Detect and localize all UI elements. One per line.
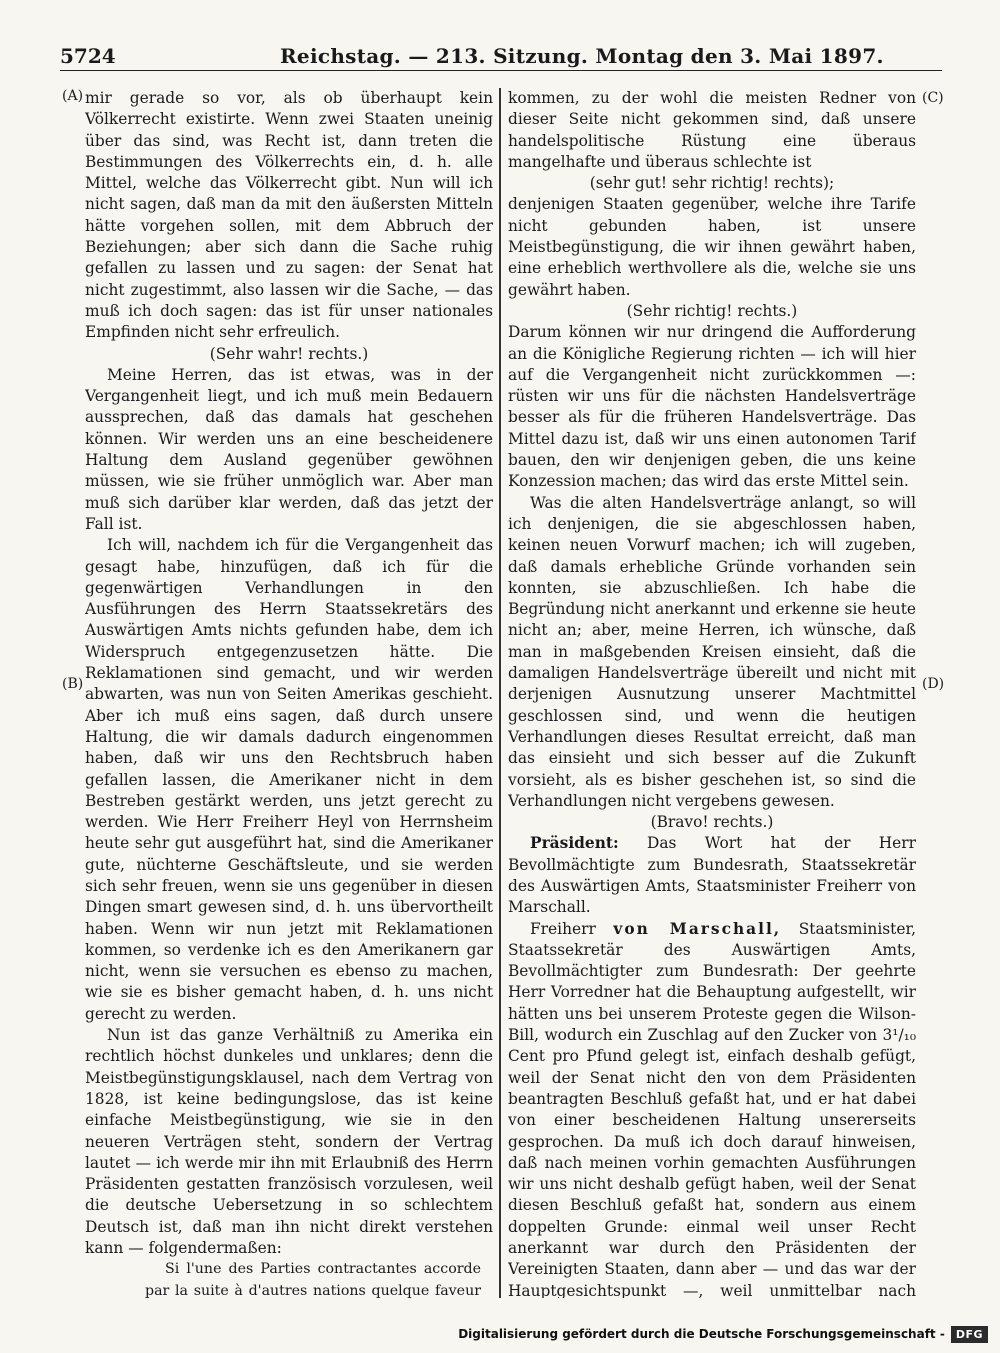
footer-credit-text: Digitalisierung gefördert durch die Deutsche Forschungsgemeinschaft - (458, 1327, 945, 1341)
page-header (60, 42, 942, 71)
paragraph-text: Ich will, nachdem ich für die Vergangenheit das gesagt habe, hinzufügen, daß ich für die gegenwärtigen Verhandlungen in den Ausführungen des Herrn Staatssekretärs des Auswärtigen Amts nichts gefunden habe, dem ich Widerspruch entgegenzusetzen hätte. Die Reklamationen sind gemacht, und wir werden abwarten, was nun von Seiten Amerikas geschieht. Aber ich muß eins sagen, daß durch unsere Haltung, die wir damals dadurch eingenommen haben, daß wir uns den Rechtsbruch haben gefallen lassen, die Amerikaner nicht in dem Bestreben gestärkt werden, uns jetzt gerecht zu werden. Wie Herr Freiherr Heyl von Herrnsheim heute sehr gut ausgeführt hat, sind die Amerikaner gute, nüchterne Geschäftsleute, und sie werden sich sehr freuen, wenn sie uns gegenüber in diesen Dingen smart gewesen sind, d. h. uns übervortheilt haben. Wenn wir nun jetzt mit Reklamationen kommen, so verdenke ich es den Amerikanern gar nicht, wenn sie versuchen es ebenso zu machen, wie sie es bisher gemacht haben, d. h. uns nicht gerecht zu werden. (85, 536, 493, 1023)
paragraph-text: Nun ist das ganze Verhältniß zu Amerika ein rechtlich höchst dunkeles und unklares; denn die Meistbegünstigungsklausel, nach dem Vertrag von 1828, ist keine bedingungslose, das ist keine einfache Meistbegünstigung, wie sie in den neueren Verträgen steht, sondern der Vertrag lautet — ich werde mir ihn mit Erlaubniß des Herrn Präsidenten gestatten französisch vorzulesen, weil die deutsche Uebersetzung in so schlechtem Deutsch ist, daß man ihn nicht direkt verstehen kann — folgendermaßen: (85, 1026, 493, 1258)
paragraph (508, 493, 916, 812)
digitization-footer (458, 1323, 988, 1345)
paragraph (508, 833, 916, 918)
paragraph-text: Staatsminister, Staatssekretär des Auswärtigen Amts, Bevollmächtigter zum Bundesrath: Der geehrte Herr Vorredner hat die Behauptung aufgestellt, wir hätten uns bei unserem Proteste gegen die Wilson-Bill, wodurch ein Zuschlag auf den Zucker von 3¹/₁₀ Cent pro Pfund gelegt ist, einfach deshalb gefügt, weil der Senat nicht den von dem Präsidenten beantragten Beschluß gefaßt hat, und er hat dabei von einer bescheidenen Haltung unsererseits gesprochen. Da muß ich doch darauf hinweisen, daß nach meinen vorhin gemachten Ausführungen wir uns nicht deshalb gefügt haben, weil der Senat diesen Beschluß gefaßt hat, sondern aus einem doppelten Grunde: einmal weil unser Recht anerkannt war durch den Präsidenten der Vereinigten Staaten, dann aber — und das war der Hauptgesichtspunkt —, weil unmittelbar nach (508, 919, 916, 1298)
margin-marker-d: (D) (922, 676, 945, 692)
paragraph-text: (Bravo! rechts.) (650, 813, 774, 832)
paragraph (508, 88, 916, 173)
paragraph-text: Meine Herren, das ist etwas, was in der Vergangenheit liegt, und ich muß mein Bedauern aussprechen, daß das damals hat geschehen können. Wir werden uns an eine bescheidenere Haltung dem Ausland gegenüber gewöhnen müssen, wie sie früher unmöglich war. Aber man muß sich darüber klar werden, daß das jetzt der Fall ist. (85, 365, 493, 533)
paragraph (85, 365, 493, 535)
french-quotation (145, 1259, 481, 1298)
paragraph (508, 322, 916, 492)
paragraph (508, 194, 916, 300)
dfg-logo: DFG (951, 1326, 988, 1343)
margin-marker-b: (B) (62, 676, 84, 692)
margin-marker-a: (A) (62, 88, 84, 104)
paragraph-text: (sehr gut! sehr richtig! rechts); (589, 174, 835, 193)
paragraph-text: denjenigen Staaten gegenüber, welche ihre Tarife nicht gebunden haben, ist unsere Meistbegünstigung, die wir ihnen gewährt haben, eine erheblich werthvollere als die, welche sie uns gewährt haben. (508, 195, 916, 299)
paragraph-text: (Sehr wahr! rechts.) (209, 344, 369, 363)
paragraph-text: Was die alten Handelsverträge anlangt, so will ich denjenigen, die sie abgeschlossen haben, keinen neuen Vorwurf machen; ich will zugeben, daß damals erhebliche Gründe vorhanden sein konnten, sie abzuschließen. Ich habe die Begründung nicht anerkannt und erkenne sie heute nicht an; aber, meine Herren, ich wünsche, daß man in maßgebenden Kreisen einsieht, daß die damaligen Handelsverträge übereilt und nicht mit derjenigen Ausnutzung unserer Machtmittel geschlossen sind, und wenn die heutigen Verhandlungen dieses Resultat erreicht, daß man das einsieht und sich besser auf die Zukunft vorsieht, als es bisher geschehen ist, so sind die Verhandlungen nicht vergebens gewesen. (508, 493, 916, 810)
paragraph (508, 919, 916, 1298)
paragraph-text: (Sehr richtig! rechts.) (626, 301, 798, 320)
interjection (508, 173, 916, 194)
left-text-column (85, 88, 493, 1298)
paragraph-text: Si l'une des Parties contractantes accorde par la suite à d'autres nations quelque faveur (145, 1261, 481, 1298)
interjection (508, 301, 916, 322)
speaker-label: Präsident: (530, 834, 619, 853)
speaker-name: von Marschall, (613, 919, 782, 938)
interjection (508, 812, 916, 833)
margin-marker-c: (C) (922, 90, 944, 106)
column-divider (499, 88, 501, 1298)
speaker-prefix: Freiherr (530, 919, 614, 938)
interjection (85, 344, 493, 365)
right-text-column (508, 88, 916, 1298)
paragraph-text: mir gerade so vor, als ob überhaupt kein Völkerrecht existirte. Wenn zwei Staaten uneinig über das sind, was Recht ist, dann treten die Bestimmungen des Völkerrechts ein, d. h. alle Mittel, welche das Völkerrecht gibt. Nun will ich nicht sagen, daß man da mit den äußersten Mitteln hätte vorgehen sollen, mit dem Abbruch der Beziehungen; aber sich dann die Sache ruhig gefallen zu lassen und zu sagen: der Senat hat nicht zugestimmt, also lassen wir die Sache, — das muß ich doch sagen: das ist für unser nationales Empfinden nicht sehr erfreulich. (85, 89, 493, 342)
paragraph-text: Darum können wir nur dringend die Aufforderung an die Königliche Regierung richten — ich will hier auf die Vergangenheit nicht zurückkommen —: rüsten wir uns für die nächsten Handelsverträge besser als für die früheren Handelsverträge. Das Mittel dazu ist, daß wir uns einen autonomen Tarif bauen, den wir denjenigen geben, die uns keine Konzession machen; das wird das erste Mittel sein. (508, 323, 916, 491)
paragraph (85, 535, 493, 1025)
paragraph-text: Das Wort hat der Herr Bevollmächtigte zum Bundesrath, Staatssekretär des Auswärtigen Amts, Staatsminister Freiherr von Marschall. (508, 834, 916, 917)
session-title: Reichstag. — 213. Sitzung. Montag den 3. Mai 1897. (280, 44, 884, 68)
paragraph (85, 88, 493, 344)
paragraph-text: kommen, zu der wohl die meisten Redner von dieser Seite nicht gekommen sind, daß unsere handelspolitische Rüstung eine überaus mangelhafte und überaus schlechte ist (508, 89, 916, 171)
page-number: 5724 (60, 44, 116, 68)
paragraph (85, 1025, 493, 1259)
